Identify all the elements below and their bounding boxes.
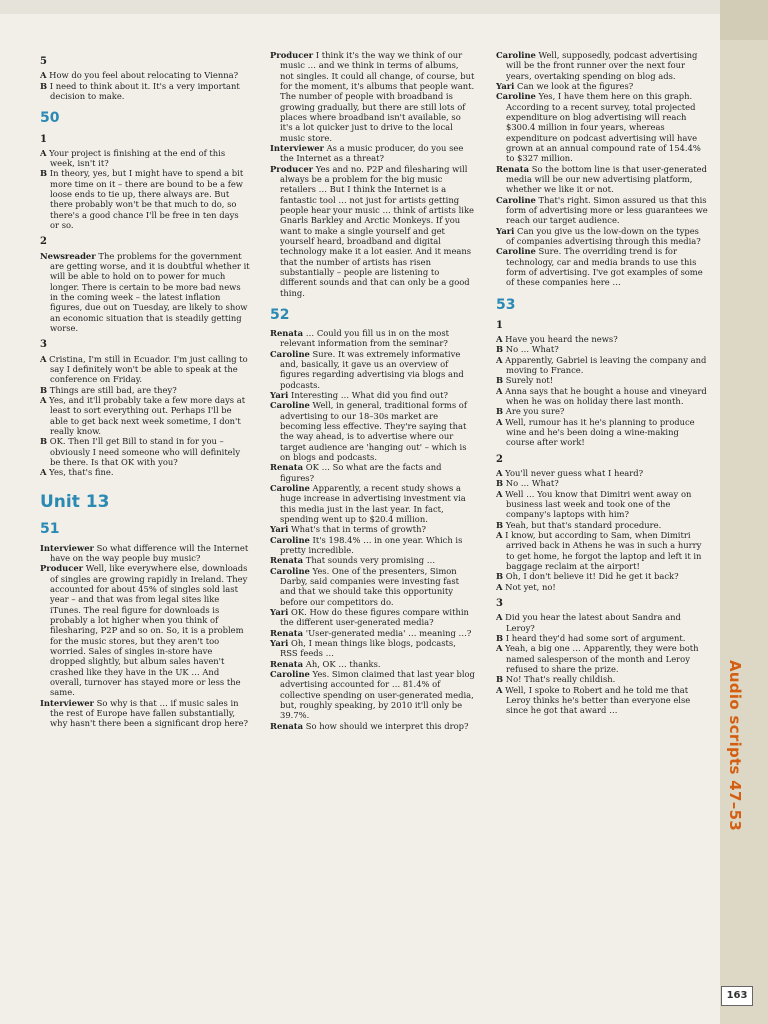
- dialogue-text: How do you feel about relocating to Vienna?: [49, 70, 239, 81]
- item-number: 1: [496, 319, 503, 331]
- speaker-label: A: [496, 643, 503, 654]
- speaker-label: Yari: [270, 637, 289, 648]
- dialogue-text: So how should we interpret this drop?: [305, 720, 469, 731]
- dialogue-text: In theory, yes, but I might have to spend a bit more time on it – there are bound to be a few loose ends to tie up, there always are. But there probably won't be that much to do, so there's a good chance I'll be free in ten days or so.: [49, 168, 244, 231]
- speaker-label: A: [496, 529, 503, 540]
- dialogue-line: [270, 524, 475, 535]
- dialogue-text: Yes. One of the presenters, Simon Darby, said companies were investing fast and that we should take this opportunity before our competitors do.: [280, 565, 460, 607]
- dialogue-text: Oh, I don't believe it! Did he get it back?: [505, 571, 679, 582]
- dialogue-text: Have you heard the news?: [505, 334, 618, 345]
- speaker-label: B: [496, 571, 504, 582]
- dialogue-line: [270, 637, 475, 659]
- column-right: [496, 50, 708, 715]
- dialogue-line: [496, 643, 708, 674]
- dialogue-line: [270, 348, 475, 390]
- dialogue-line: [40, 250, 250, 334]
- speaker-label: A: [496, 684, 503, 695]
- dialogue-line: [496, 246, 708, 288]
- dialogue-line: [270, 483, 475, 524]
- dialogue-text: Oh, I mean things like blogs, podcasts, RSS feeds …: [280, 637, 456, 659]
- speaker-label: Yari: [270, 390, 289, 401]
- dialogue-line: [496, 467, 708, 478]
- dialogue-text: The problems for the government are getting worse, and it is doubtful whether it will be able to hold on to power for much longer. There is certain to be more bad news in the coming week – the latest inflation figures, due out on Tuesday, are likely to show an economic situation that is steadily getting worse.: [50, 250, 250, 334]
- dialogue-line: [40, 80, 250, 102]
- section-number: 51: [40, 521, 60, 538]
- dialogue-text: It's 198.4% … in one year. Which is pretty incredible.: [280, 534, 463, 555]
- item-number: 5: [40, 56, 47, 67]
- dialogue-line: [270, 658, 475, 669]
- dialogue-text: Apparently, a recent study shows a huge increase in advertising investment via this media just in the last year. In fact, spending went up to $20.4 million.: [280, 483, 466, 524]
- speaker-label: Caroline: [496, 194, 536, 205]
- dialogue-line: [496, 612, 708, 633]
- speaker-label: Caroline: [270, 534, 310, 545]
- speaker-label: A: [40, 70, 47, 81]
- side-margin-top: [720, 0, 768, 40]
- dialogue-text: … Could you fill us in on the most relevant information from the seminar?: [280, 328, 450, 349]
- speaker-label: Renata: [270, 720, 304, 731]
- dialogue-line: [496, 581, 708, 592]
- dialogue-text: Well … You know that Dimitri went away on business last week and took one of the company's laptops with him?: [505, 488, 692, 520]
- speaker-label: A: [496, 385, 503, 396]
- speaker-label: Caroline: [496, 50, 536, 60]
- dialogue-text: OK. Then I'll get Bill to stand in for you – obviously I need someone who will definitely be there. Is that OK with you?: [49, 436, 241, 467]
- speaker-label: Renata: [270, 328, 304, 339]
- dialogue-line: [270, 142, 475, 164]
- speaker-label: A: [496, 334, 503, 345]
- side-margin: [720, 0, 768, 1024]
- dialogue-text: Well, in general, traditional forms of advertising to our 18–30s market are becoming less effective. They're saying that the way ahead, is to advertise where our target audience are 'hanging out' – which is on blogs and podcasts.: [280, 400, 467, 463]
- dialogue-line: [496, 344, 708, 355]
- dialogue-text: Ah, OK … thanks.: [305, 658, 381, 669]
- dialogue-line: [496, 385, 708, 407]
- speaker-label: Renata: [496, 163, 530, 174]
- speaker-label: B: [496, 519, 504, 530]
- speaker-label: B: [496, 478, 504, 489]
- dialogue-text: Apparently, Gabriel is leaving the company and moving to France.: [505, 354, 707, 376]
- dialogue-text: So what difference will the Internet have on the way people buy music?: [50, 542, 249, 564]
- speaker-label: Caroline: [270, 668, 310, 679]
- dialogue-line: [270, 627, 475, 638]
- dialogue-line: [40, 542, 250, 564]
- dialogue-text: No … What?: [505, 344, 559, 355]
- dialogue-text: Can we look at the figures?: [517, 80, 634, 91]
- speaker-label: Yari: [270, 606, 289, 617]
- column-left: [40, 50, 250, 729]
- dialogue-text: Well, supposedly, podcast advertising will be the front runner over the next four years, overtaking spending on blog ads.: [506, 50, 698, 81]
- speaker-label: Yari: [270, 524, 289, 535]
- speaker-label: Caroline: [270, 348, 310, 359]
- dialogue-text: OK … So what are the facts and figures?: [280, 462, 442, 483]
- dialogue-line: [496, 488, 708, 520]
- speaker-label: Producer: [270, 163, 314, 174]
- speaker-label: Yari: [496, 225, 515, 236]
- dialogue-text: Yes. Simon claimed that last year blog advertising accounted for … 81.4% of collective spending on user-generated media, but, roughly speaking, by 2010 it'll only be 39.7%.: [280, 668, 475, 721]
- speaker-label: B: [496, 406, 504, 417]
- dialogue-text: Interesting … What did you find out?: [291, 390, 449, 401]
- dialogue-text: Yes, I have them here on this graph. According to a recent survey, total projected expenditure on blog advertising will reach $300.4 million in four years, whereas expenditure on podcast advertising will have grown at an annual compound rate of 154.4% to $327 million.: [506, 91, 701, 164]
- speaker-label: Renata: [270, 462, 304, 473]
- dialogue-text: As a music producer, do you see the Internet as a threat?: [280, 142, 464, 164]
- dialogue-line: [496, 519, 708, 530]
- dialogue-text: Sure. The overriding trend is for technology, car and media brands to use this form of advertising. I've got examples of some of these companies here …: [506, 246, 703, 288]
- dialogue-line: [496, 375, 708, 386]
- speaker-label: A: [496, 467, 503, 478]
- dialogue-line: [270, 163, 475, 298]
- item-number: 2: [496, 453, 503, 465]
- dialogue-line: [496, 91, 708, 164]
- dialogue-line: [496, 571, 708, 582]
- top-band: [0, 0, 768, 14]
- dialogue-line: [496, 354, 708, 376]
- dialogue-line: [496, 225, 708, 247]
- speaker-label: Renata: [270, 658, 304, 669]
- unit-heading: Unit 13: [40, 491, 110, 512]
- speaker-label: B: [40, 168, 48, 179]
- item-number: 2: [40, 236, 47, 248]
- dialogue-text: What's that in terms of growth?: [291, 524, 427, 535]
- speaker-label: A: [496, 581, 503, 592]
- dialogue-text: Well, rumour has it he's planning to produce wine and he's been doing a wine-making course after work!: [505, 416, 695, 448]
- speaker-label: Newsreader: [40, 250, 96, 261]
- dialogue-text: Yeah, but that's standard procedure.: [505, 519, 662, 530]
- speaker-label: A: [40, 394, 47, 405]
- speaker-label: Caroline: [270, 400, 310, 411]
- dialogue-text: I know, but according to Sam, when Dimitri arrived back in Athens he was in such a hurry to get home, he forgot the laptop and left it in baggage reclaim at the airport!: [505, 529, 702, 571]
- dialogue-line: [270, 720, 475, 731]
- dialogue-line: [40, 697, 250, 729]
- dialogue-line: [270, 50, 475, 143]
- dialogue-text: Not yet, no!: [505, 581, 556, 592]
- dialogue-line: [40, 147, 250, 169]
- dialogue-text: So why is that … if music sales in the rest of Europe have fallen substantially, why hasn't there been a significant drop here?: [50, 697, 249, 729]
- dialogue-text: So the bottom line is that user-generated media will be our new advertising platform, whether we like it or not.: [506, 163, 707, 195]
- speaker-label: B: [496, 375, 504, 386]
- speaker-label: Renata: [270, 555, 304, 566]
- column-middle: [270, 50, 475, 731]
- speaker-label: B: [496, 632, 504, 643]
- dialogue-line: [496, 674, 708, 685]
- item-number: 3: [40, 339, 47, 351]
- speaker-label: A: [496, 416, 503, 427]
- speaker-label: Producer: [270, 50, 314, 60]
- dialogue-text: Yeah, a big one … Apparently, they were both named salesperson of the month and Leroy refused to share the prize.: [505, 643, 699, 674]
- dialogue-line: [496, 80, 708, 91]
- speaker-label: Caroline: [270, 483, 310, 494]
- speaker-label: Renata: [270, 627, 304, 638]
- dialogue-text: Did you hear the latest about Sandra and Leroy?: [505, 612, 681, 633]
- dialogue-line: [270, 668, 475, 721]
- dialogue-text: 'User-generated media' … meaning …?: [305, 627, 472, 638]
- dialogue-text: Cristina, I'm still in Ecuador. I'm just calling to say I definitely won't be able to speak at the conference on Friday.: [49, 353, 248, 385]
- dialogue-text: Things are still bad, are they?: [49, 384, 177, 395]
- dialogue-line: [270, 400, 475, 463]
- speaker-label: A: [496, 612, 503, 623]
- section-number: 53: [496, 296, 516, 313]
- speaker-label: Caroline: [496, 91, 536, 102]
- dialogue-line: [496, 684, 708, 716]
- dialogue-text: Can you give us the low-down on the types of companies advertising through this media?: [506, 225, 701, 246]
- section-number: 50: [40, 110, 60, 127]
- dialogue-text: Yes and no. P2P and filesharing will always be a problem for the big music retailers … But I think the Internet is a fantastic tool … not just for artists getting people hear your music … think of artists like Gnarls Barkley and Arctic Monkeys. If you want to make a single yourself and get yourself heard, broadband and digital technology make it a lot easier. And it means that the number of artists has risen substantially – people are listening to different sounds and that can only be a good thing.: [280, 163, 474, 298]
- dialogue-line: [270, 462, 475, 483]
- speaker-label: B: [40, 436, 48, 447]
- dialogue-text: Anna says that he bought a house and vineyard when he was on holiday there last month.: [505, 385, 707, 407]
- dialogue-text: That sounds very promising …: [305, 555, 436, 566]
- dialogue-text: OK. How do these figures compare within the different user-generated media?: [280, 606, 469, 628]
- dialogue-line: [270, 565, 475, 607]
- dialogue-text: That's right. Simon assured us that this form of advertising more or less guarantees we reach our target audience.: [506, 194, 708, 226]
- speaker-label: B: [496, 344, 504, 355]
- speaker-label: A: [496, 354, 503, 365]
- speaker-label: A: [40, 353, 47, 364]
- speaker-label: B: [40, 80, 48, 91]
- dialogue-line: [40, 70, 250, 81]
- speaker-label: Interviewer: [40, 542, 94, 553]
- dialogue-line: [496, 334, 708, 345]
- dialogue-line: [40, 563, 250, 698]
- section-number: 52: [270, 306, 290, 323]
- dialogue-text: Yes, and it'll probably take a few more days at least to sort everything out. Perhaps I'll be able to get back next week sometime, I don't really know.: [49, 394, 246, 436]
- dialogue-line: [40, 384, 250, 395]
- dialogue-line: [270, 328, 475, 349]
- speaker-label: B: [40, 384, 48, 395]
- dialogue-line: [496, 406, 708, 417]
- dialogue-line: [40, 394, 250, 436]
- item-number: 1: [40, 133, 47, 145]
- dialogue-line: [496, 50, 708, 81]
- dialogue-text: Your project is finishing at the end of this week, isn't it?: [49, 147, 226, 169]
- dialogue-text: Are you sure?: [505, 406, 565, 417]
- item-number: 3: [496, 597, 503, 609]
- dialogue-line: [496, 529, 708, 571]
- speaker-label: A: [40, 147, 47, 158]
- dialogue-text: Well, like everywhere else, downloads of singles are growing rapidly in Ireland. They accounted for about 45% of singles sold last year – and that was from legal sites like iTunes. The real figure for downloads is probably a lot higher when you think of filesharing, P2P and so on. So, it is a problem for the music stores, but they aren't too worried. Sales of singles in-store have dropped slightly, but album sales haven't crashed like they have in the UK … And overall, turnover has stayed more or less the same.: [50, 563, 248, 698]
- dialogue-line: [496, 632, 708, 643]
- dialogue-text: I need to think about it. It's a very important decision to make.: [49, 80, 240, 101]
- dialogue-line: [496, 163, 708, 195]
- dialogue-line: [270, 555, 475, 566]
- speaker-label: Caroline: [496, 246, 536, 257]
- dialogue-line: [496, 416, 708, 448]
- dialogue-line: [496, 478, 708, 489]
- dialogue-text: Well, I spoke to Robert and he told me that Leroy thinks he's better than everyone else since he got that award …: [505, 684, 691, 716]
- speaker-label: Interviewer: [40, 697, 94, 708]
- dialogue-line: [270, 534, 475, 556]
- dialogue-text: Sure. It was extremely informative and, basically, it gave us an overview of figures regarding advertising via blogs and podcasts.: [280, 348, 464, 390]
- dialogue-line: [270, 606, 475, 628]
- speaker-label: Caroline: [270, 565, 310, 576]
- dialogue-line: [40, 168, 250, 231]
- speaker-label: B: [496, 674, 504, 685]
- section-title: Audio scripts 47–53: [726, 660, 744, 832]
- dialogue-text: No! That's really childish.: [505, 674, 616, 685]
- speaker-label: Yari: [496, 80, 515, 91]
- dialogue-line: [270, 390, 475, 401]
- speaker-label: A: [496, 488, 503, 499]
- dialogue-text: Surely not!: [505, 375, 554, 386]
- dialogue-text: I heard they'd had some sort of argument.: [505, 632, 686, 643]
- dialogue-line: [496, 194, 708, 226]
- dialogue-text: No … What?: [505, 478, 559, 489]
- dialogue-line: [40, 436, 250, 467]
- speaker-label: A: [40, 467, 47, 478]
- dialogue-line: [40, 353, 250, 385]
- speaker-label: Interviewer: [270, 142, 324, 153]
- dialogue-text: Yes, that's fine.: [49, 467, 114, 478]
- dialogue-line: [40, 467, 250, 478]
- dialogue-text: I think it's the way we think of our music … and we think in terms of albums, not singles. It could all change, of course, but for the moment, it's albums that people want. The number of people with broadband is growing gradually, but there are still lots of places where broadband isn't available, so it's a lot quicker just to drive to the local music store.: [280, 50, 475, 143]
- speaker-label: Producer: [40, 563, 84, 574]
- dialogue-text: You'll never guess what I heard?: [505, 467, 644, 478]
- page-number: 163: [721, 986, 753, 1006]
